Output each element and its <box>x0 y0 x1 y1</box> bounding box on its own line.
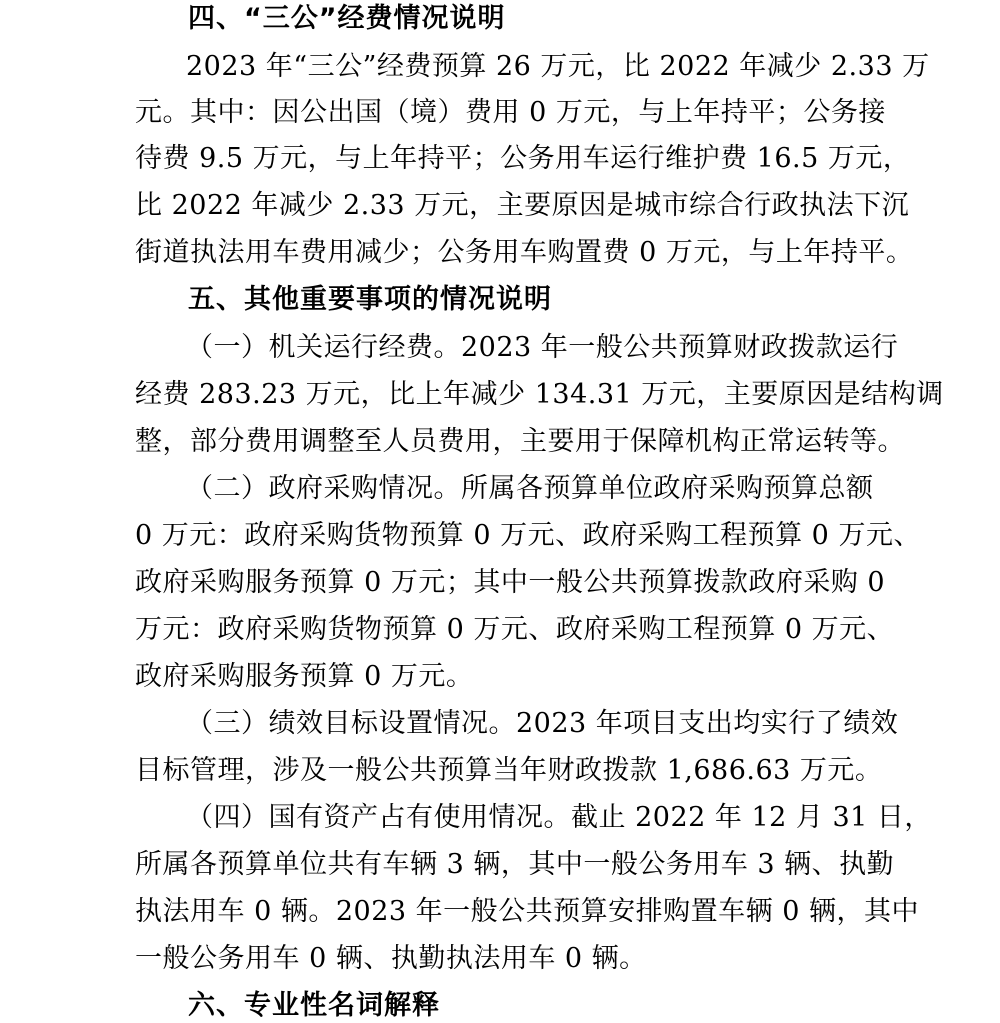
section-4-line-1: 2023 年“三公”经费预算 26 万元，比 2022 年减少 2.33 万 <box>186 51 930 82</box>
section-5-p4-line-1: （四）国有资产占有使用情况。截止 2022 年 12 月 31 日， <box>186 802 932 833</box>
section-5-p2-line-3: 政府采购服务预算 0 万元；其中一般公共预算拨款政府采购 0 <box>135 567 886 598</box>
section-5-p3-line-2: 目标管理，涉及一般公共预算当年财政拨款 1,686.63 万元。 <box>135 755 883 786</box>
section-4-line-2: 元。其中：因公出国（境）费用 0 万元，与上年持平；公务接 <box>135 97 886 128</box>
section-4-line-5: 街道执法用车费用减少；公务用车购置费 0 万元，与上年持平。 <box>135 237 914 268</box>
section-5-p2-line-2: 0 万元：政府采购货物预算 0 万元、政府采购工程预算 0 万元、 <box>135 520 921 551</box>
section-5-heading: 五、其他重要事项的情况说明 <box>188 284 552 315</box>
section-5-p2-line-4: 万元：政府采购货物预算 0 万元、政府采购工程预算 0 万元、 <box>135 614 895 645</box>
section-6-heading: 六、专业性名词解释 <box>188 990 440 1021</box>
section-5-p1-line-3: 整，部分费用调整至人员费用，主要用于保障机构正常运转等。 <box>135 426 905 457</box>
section-5-p1-line-2: 经费 283.23 万元，比上年减少 134.31 万元，主要原因是结构调 <box>135 379 944 410</box>
section-5-p3-line-1: （三）绩效目标设置情况。2023 年项目支出均实行了绩效 <box>186 708 899 739</box>
section-4-line-4: 比 2022 年减少 2.33 万元，主要原因是城市综合行政执法下沉 <box>135 190 910 221</box>
section-4-line-3: 待费 9.5 万元，与上年持平；公务用车运行维护费 16.5 万元， <box>135 143 911 174</box>
section-5-p4-line-2: 所属各预算单位共有车辆 3 辆，其中一般公务用车 3 辆、执勤 <box>135 849 895 880</box>
section-5-p4-line-4: 一般公务用车 0 辆、执勤执法用车 0 辆。 <box>135 943 647 974</box>
section-4-heading: 四、“三公”经费情况说明 <box>188 3 506 34</box>
section-5-p2-line-5: 政府采购服务预算 0 万元。 <box>135 661 474 692</box>
section-5-p2-line-1: （二）政府采购情况。所属各预算单位政府采购预算总额 <box>186 473 874 504</box>
section-5-p4-line-3: 执法用车 0 辆。2023 年一般公共预算安排购置车辆 0 辆，其中 <box>135 896 919 927</box>
section-5-p1-line-1: （一）机关运行经费。2023 年一般公共预算财政拨款运行 <box>186 332 899 363</box>
